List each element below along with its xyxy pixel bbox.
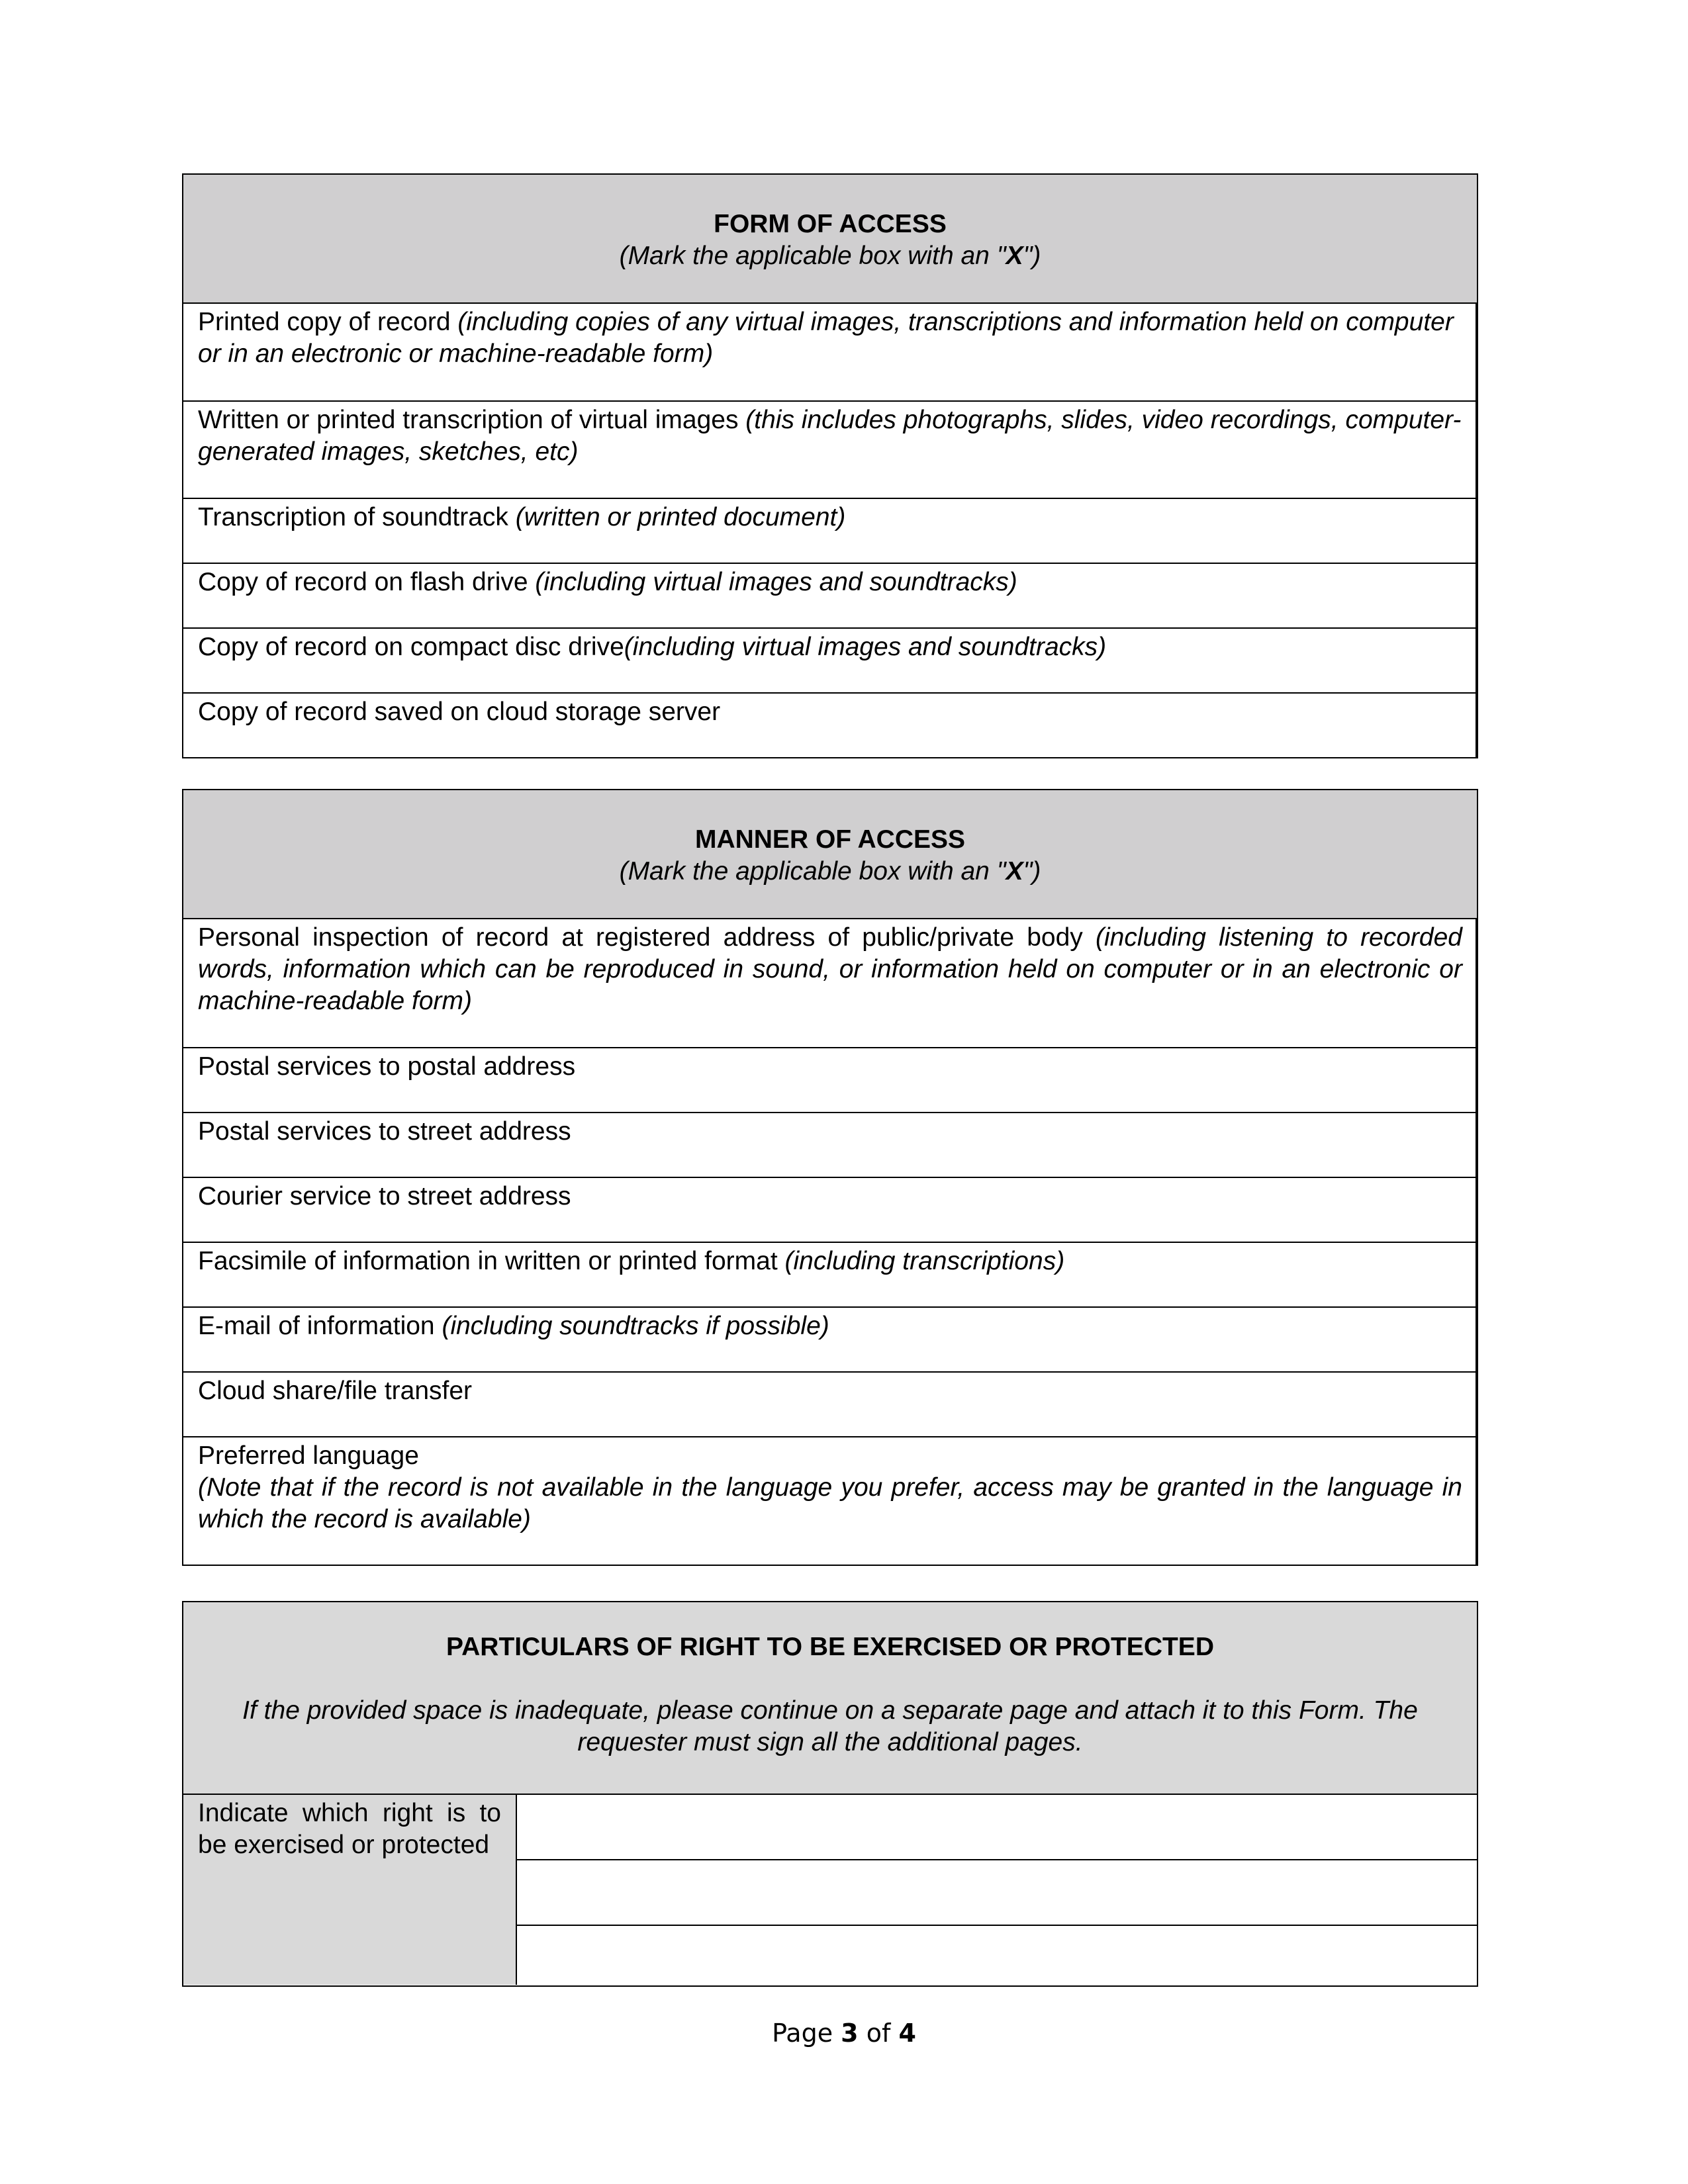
manner-option-row <box>183 1373 1477 1437</box>
manner-option-label: Courier service to street address <box>183 1178 1477 1242</box>
manner-of-access-title: MANNER OF ACCESS <box>694 825 966 854</box>
manner-option-row <box>183 1048 1477 1113</box>
form-option-label: Copy of record on flash drive (including virtual images and soundtracks) <box>183 564 1477 627</box>
manner-option-label: E-mail of information (including soundtracks if possible) <box>183 1308 1477 1371</box>
right-entry-line[interactable] <box>517 1795 1477 1860</box>
manner-option-row <box>183 1113 1477 1178</box>
form-of-access-title: FORM OF ACCESS <box>714 210 947 238</box>
particulars-body <box>183 1795 1477 1985</box>
form-option-label: Transcription of soundtrack (written or printed document) <box>183 499 1477 563</box>
form-option-label: Copy of record on compact disc drive(including virtual images and soundtracks) <box>183 629 1477 692</box>
right-entry-line[interactable] <box>517 1860 1477 1926</box>
form-option-row <box>183 499 1477 564</box>
form-option-row <box>183 629 1477 694</box>
particulars-table <box>182 1601 1478 1987</box>
form-option-row <box>183 694 1477 757</box>
form-of-access-instruction: (Mark the applicable box with an "X") <box>619 242 1041 270</box>
manner-option-label: Facsimile of information in written or printed format (including transcriptions) <box>183 1243 1477 1306</box>
manner-option-row <box>183 1243 1477 1308</box>
form-option-label: Written or printed transcription of virtual images (this includes photographs, slides, video recordings, computer-generated images, sketches, etc) <box>183 402 1477 498</box>
right-entry-line[interactable] <box>517 1926 1477 1985</box>
manner-option-label: Postal services to street address <box>183 1113 1477 1177</box>
manner-option-row <box>183 1178 1477 1243</box>
page-number: Page 3 of 4 <box>772 2019 916 2048</box>
form-option-label: Printed copy of record (including copies of any virtual images, transcriptions and information held on computer or in an electronic or machine-readable form) <box>183 304 1477 400</box>
right-label: Indicate which right is to be exercised or protected <box>183 1795 517 1985</box>
manner-option-label: Preferred language (Note that if the record is not available in the language you prefer, access may be granted in the language in which the record is available) <box>183 1437 1477 1565</box>
right-entry-lines <box>517 1795 1477 1985</box>
manner-of-access-instruction: (Mark the applicable box with an "X") <box>619 857 1041 886</box>
form-option-row <box>183 564 1477 629</box>
form-option-row <box>183 304 1477 402</box>
form-of-access-table <box>182 173 1478 758</box>
particulars-title: PARTICULARS OF RIGHT TO BE EXERCISED OR PROTECTED <box>446 1633 1214 1661</box>
manner-of-access-table <box>182 789 1478 1566</box>
manner-option-label: Personal inspection of record at registered address of public/private body (including listening to recorded words, information which can be reproduced in sound, or information held on computer or in an electronic or machine-readable form) <box>183 919 1477 1047</box>
manner-of-access-header <box>183 790 1477 919</box>
manner-option-label: Cloud share/file transfer <box>183 1373 1477 1436</box>
form-option-label: Copy of record saved on cloud storage server <box>183 694 1477 757</box>
form-of-access-header <box>183 175 1477 304</box>
particulars-header <box>183 1602 1477 1795</box>
manner-option-row <box>183 1437 1477 1565</box>
form-option-row <box>183 402 1477 499</box>
manner-option-row <box>183 1308 1477 1373</box>
manner-option-label: Postal services to postal address <box>183 1048 1477 1112</box>
manner-option-row <box>183 919 1477 1048</box>
particulars-note: If the provided space is inadequate, please continue on a separate page and attach it to this Form. The requester must sign all the additional pages. <box>242 1696 1418 1756</box>
